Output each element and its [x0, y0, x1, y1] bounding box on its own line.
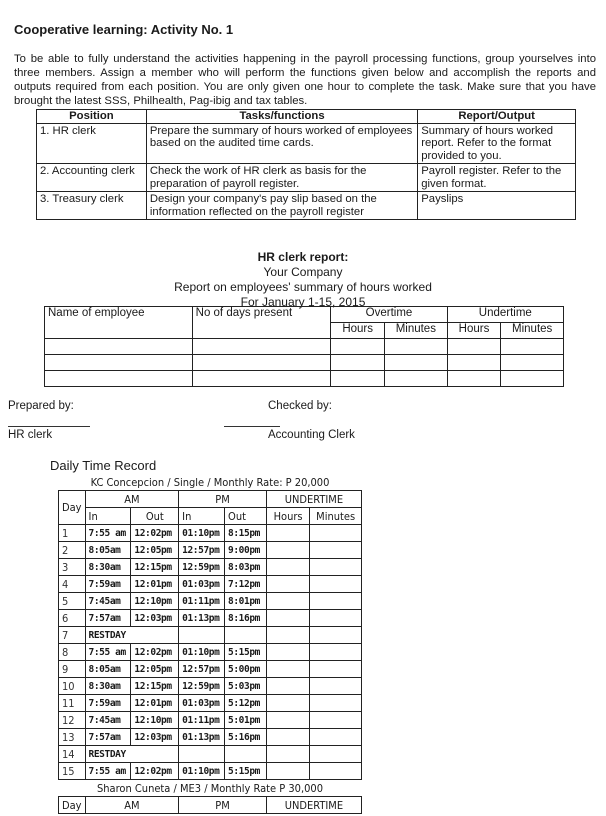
table-row: [45, 355, 564, 371]
ut-minutes-cell: [310, 746, 362, 763]
am-out-cell: 12:02pm: [131, 763, 179, 780]
ut-hours-cell: [266, 729, 309, 746]
am-in-cell: 8:30am: [85, 678, 131, 695]
day-cell: 4: [59, 576, 86, 593]
ut-hours-cell: [266, 542, 309, 559]
table-row: [59, 627, 362, 644]
header-pm-out: Out: [225, 508, 267, 525]
ut-minutes-cell: [310, 661, 362, 678]
restday-cell: RESTDAY: [85, 746, 179, 763]
header-ot-minutes: Minutes: [385, 323, 448, 339]
preparer-role: HR clerk: [8, 429, 53, 441]
ut-minutes-cell: [310, 627, 362, 644]
header-ut-hours: Hours: [447, 323, 501, 339]
am-in-cell: 8:05am: [85, 542, 131, 559]
am-in-cell: 7:55 am: [85, 644, 131, 661]
header-tasks: Tasks/functions: [146, 110, 417, 124]
am-out-cell: 12:01pm: [131, 576, 179, 593]
pm-in-cell: 12:59pm: [179, 678, 225, 695]
day-cell: 6: [59, 610, 86, 627]
dtr-employee-2: Sharon Cuneta / ME3 / Monthly Rate P 30,000: [96, 781, 324, 795]
position-cell: 2. Accounting clerk: [37, 164, 147, 192]
pm-out-cell: 5:15pm: [225, 763, 267, 780]
ut-hours-cell: [266, 610, 309, 627]
header-day: Day: [59, 491, 86, 525]
header-employee-name: Name of employee: [45, 307, 193, 339]
ut-hours-cell: [266, 576, 309, 593]
company-name: Your Company: [263, 265, 343, 279]
ut-hours-cell: [266, 712, 309, 729]
table-row: [37, 164, 576, 192]
position-cell: 1. HR clerk: [37, 123, 147, 164]
pm-in-cell: [179, 746, 225, 763]
day-cell: 12: [59, 712, 86, 729]
am-out-cell: 12:15pm: [131, 678, 179, 695]
table-row: [45, 339, 564, 355]
ut-minutes-cell: [310, 610, 362, 627]
pm-in-cell: 01:11pm: [179, 712, 225, 729]
instructions-paragraph: To be able to fully understand the activities happening in the payroll processing functions, group yourselves into three members. Assign a member who will perform the functions given below and accomplish the reports and outputs required from each position. You are only given one hour to complete the task. Make sure that you have brought the latest SSS, Philhealth, Pag-ibig and tax tables.: [14, 53, 596, 107]
output-cell: Payroll register. Refer to the given format.: [418, 164, 576, 192]
header-position: Position: [37, 110, 147, 124]
day-cell: 2: [59, 542, 86, 559]
table-row: [59, 525, 362, 542]
report-period: For January 1-15, 2015: [240, 295, 366, 309]
table-row: [59, 695, 362, 712]
day-cell: 15: [59, 763, 86, 780]
hr-report-title: HR clerk report:: [257, 250, 349, 264]
prepared-by-label: Prepared by:: [8, 400, 74, 412]
ut-hours-cell: [266, 678, 309, 695]
pm-out-cell: 5:00pm: [225, 661, 267, 678]
pm-in-cell: 01:10pm: [179, 525, 225, 542]
header-ut-minutes: Minutes: [310, 508, 362, 525]
pm-out-cell: 5:16pm: [225, 729, 267, 746]
header-overtime: Overtime: [331, 307, 447, 323]
task-cell: Design your company's pay slip based on the information reflected on the payroll register: [146, 192, 417, 220]
header-am: AM: [85, 491, 179, 508]
task-cell: Check the work of HR clerk as basis for the preparation of payroll register.: [146, 164, 417, 192]
pm-in-cell: 01:03pm: [179, 576, 225, 593]
ut-minutes-cell: [310, 729, 362, 746]
daily-time-record-table: [58, 474, 362, 814]
pm-out-cell: 5:12pm: [225, 695, 267, 712]
pm-in-cell: [179, 627, 225, 644]
preparer-signature-line: [8, 426, 90, 427]
header-undertime: Undertime: [447, 307, 563, 323]
am-out-cell: 12:05pm: [131, 661, 179, 678]
checked-by-label: Checked by:: [268, 400, 332, 412]
task-cell: Prepare the summary of hours worked of employees based on the audited time cards.: [146, 123, 417, 164]
day-cell: 9: [59, 661, 86, 678]
ut-hours-cell: [266, 746, 309, 763]
ut-minutes-cell: [310, 712, 362, 729]
output-cell: Payslips: [418, 192, 576, 220]
ut-hours-cell: [266, 559, 309, 576]
dtr-title: Daily Time Record: [50, 458, 157, 473]
header-pm: PM: [179, 491, 267, 508]
am-out-cell: 12:03pm: [131, 729, 179, 746]
am-in-cell: 7:57am: [85, 610, 131, 627]
am-in-cell: 7:59am: [85, 695, 131, 712]
header-ot-hours: Hours: [331, 323, 385, 339]
tasks-table-header: [37, 110, 576, 124]
ut-hours-cell: [266, 763, 309, 780]
dtr-employee-1: KC Concepcion / Single / Monthly Rate: P 20,000: [90, 475, 330, 489]
tasks-table: [36, 109, 576, 220]
table-row: [59, 712, 362, 729]
am-in-cell: 7:57am: [85, 729, 131, 746]
header-undertime: UNDERTIME: [266, 797, 361, 814]
header-days-present: No of days present: [192, 307, 331, 339]
table-row: [59, 661, 362, 678]
pm-out-cell: 9:00pm: [225, 542, 267, 559]
header-am: AM: [85, 797, 179, 814]
header-output: Report/Output: [418, 110, 576, 124]
am-out-cell: 12:10pm: [131, 712, 179, 729]
header-am-out: Out: [131, 508, 179, 525]
table-row: [59, 559, 362, 576]
pm-in-cell: 01:03pm: [179, 695, 225, 712]
dtr-rows: [59, 525, 362, 780]
am-out-cell: 12:02pm: [131, 525, 179, 542]
header-ut-minutes: Minutes: [501, 323, 564, 339]
table-row: [59, 729, 362, 746]
ut-hours-cell: [266, 644, 309, 661]
ut-minutes-cell: [310, 542, 362, 559]
pm-in-cell: 12:57pm: [179, 661, 225, 678]
pm-out-cell: 8:15pm: [225, 525, 267, 542]
ut-hours-cell: [266, 525, 309, 542]
day-cell: 13: [59, 729, 86, 746]
day-cell: 3: [59, 559, 86, 576]
ut-minutes-cell: [310, 695, 362, 712]
am-out-cell: 12:02pm: [131, 644, 179, 661]
table-row: [37, 192, 576, 220]
header-am-in: In: [85, 508, 131, 525]
checker-role: Accounting Clerk: [268, 429, 355, 441]
am-in-cell: 7:55 am: [85, 763, 131, 780]
checker-signature-line: [224, 426, 280, 427]
pm-in-cell: 01:10pm: [179, 644, 225, 661]
pm-out-cell: 8:03pm: [225, 559, 267, 576]
ut-minutes-cell: [310, 525, 362, 542]
day-cell: 11: [59, 695, 86, 712]
pm-out-cell: 8:16pm: [225, 610, 267, 627]
pm-in-cell: 12:57pm: [179, 542, 225, 559]
pm-in-cell: 01:13pm: [179, 610, 225, 627]
header-pm: PM: [179, 797, 267, 814]
summary-table: [44, 306, 564, 387]
am-out-cell: 12:10pm: [131, 593, 179, 610]
table-row: [59, 746, 362, 763]
ut-minutes-cell: [310, 763, 362, 780]
pm-in-cell: 01:10pm: [179, 763, 225, 780]
day-cell: 7: [59, 627, 86, 644]
table-row: [59, 593, 362, 610]
hr-report-heading: [0, 250, 606, 310]
pm-in-cell: 01:11pm: [179, 593, 225, 610]
table-row: [59, 610, 362, 627]
day-cell: 8: [59, 644, 86, 661]
day-cell: 14: [59, 746, 86, 763]
pm-out-cell: 8:01pm: [225, 593, 267, 610]
ut-hours-cell: [266, 695, 309, 712]
am-out-cell: 12:05pm: [131, 542, 179, 559]
header-ut-hours: Hours: [266, 508, 309, 525]
ut-hours-cell: [266, 661, 309, 678]
pm-out-cell: 5:15pm: [225, 644, 267, 661]
header-undertime: UNDERTIME: [266, 491, 361, 508]
ut-hours-cell: [266, 593, 309, 610]
page-title: Cooperative learning: Activity No. 1: [14, 22, 234, 37]
output-cell: Summary of hours worked report. Refer to the format provided to you.: [418, 123, 576, 164]
pm-in-cell: 12:59pm: [179, 559, 225, 576]
table-row: [59, 644, 362, 661]
pm-out-cell: [225, 627, 267, 644]
am-in-cell: 7:59am: [85, 576, 131, 593]
pm-in-cell: 01:13pm: [179, 729, 225, 746]
am-in-cell: 7:45am: [85, 712, 131, 729]
pm-out-cell: 5:01pm: [225, 712, 267, 729]
ut-minutes-cell: [310, 678, 362, 695]
restday-cell: RESTDAY: [85, 627, 179, 644]
am-in-cell: 8:05am: [85, 661, 131, 678]
header-day: Day: [59, 797, 86, 814]
day-cell: 1: [59, 525, 86, 542]
position-cell: 3. Treasury clerk: [37, 192, 147, 220]
ut-hours-cell: [266, 627, 309, 644]
am-in-cell: 7:45am: [85, 593, 131, 610]
table-row: [45, 371, 564, 387]
am-out-cell: 12:15pm: [131, 559, 179, 576]
day-cell: 10: [59, 678, 86, 695]
header-pm-in: In: [179, 508, 225, 525]
table-row: [59, 576, 362, 593]
ut-minutes-cell: [310, 576, 362, 593]
pm-out-cell: 7:12pm: [225, 576, 267, 593]
am-out-cell: 12:03pm: [131, 610, 179, 627]
pm-out-cell: [225, 746, 267, 763]
pm-out-cell: 5:03pm: [225, 678, 267, 695]
table-row: [59, 763, 362, 780]
ut-minutes-cell: [310, 559, 362, 576]
am-in-cell: 7:55 am: [85, 525, 131, 542]
ut-minutes-cell: [310, 593, 362, 610]
am-in-cell: 8:30am: [85, 559, 131, 576]
am-out-cell: 12:01pm: [131, 695, 179, 712]
ut-minutes-cell: [310, 644, 362, 661]
table-row: [59, 542, 362, 559]
report-subtitle: Report on employees' summary of hours worked: [174, 280, 432, 294]
day-cell: 5: [59, 593, 86, 610]
table-row: [37, 123, 576, 164]
table-row: [59, 678, 362, 695]
